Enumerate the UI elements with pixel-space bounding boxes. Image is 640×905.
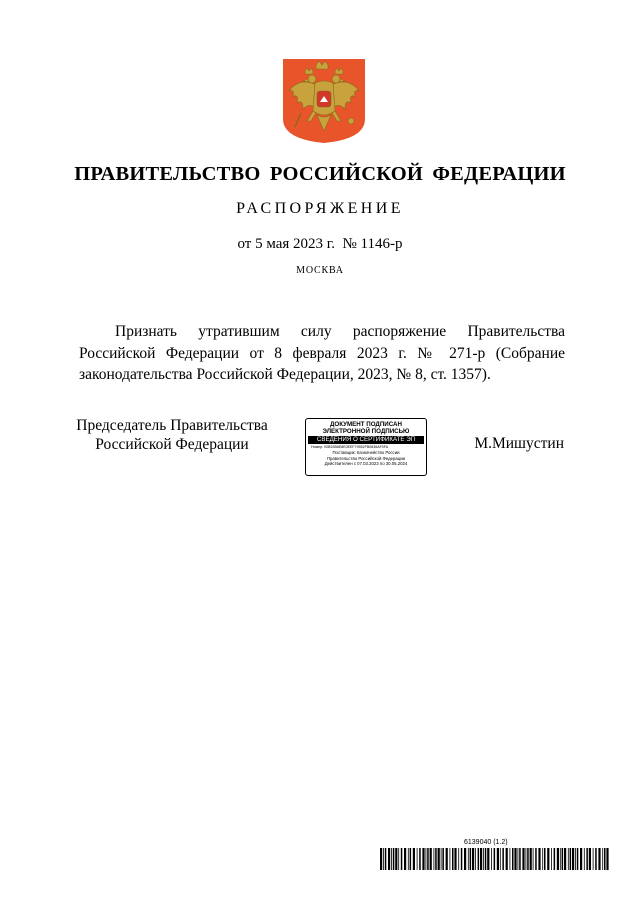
barcode-bar [542,848,543,870]
signatory-position-line1: Председатель Правительства [76,417,268,434]
barcode-bar [426,848,427,870]
barcode-bar [480,848,482,870]
barcode-bar [595,848,597,870]
barcode-bar [441,848,442,870]
barcode-bar [572,848,574,870]
barcode-bar [434,848,435,870]
barcode-bar [575,848,576,870]
barcode-bar [458,848,459,870]
barcode-bar [487,848,489,870]
stamp-line2: ЭЛЕКТРОННОЙ ПОДПИСЬЮ [322,428,410,435]
barcode-bar [404,848,406,870]
barcode-bar [551,848,552,870]
barcode-bar [475,848,476,870]
barcode-bar [544,848,546,870]
barcode-bar [491,848,492,870]
coat-of-arms-emblem [281,57,367,145]
barcode-bar [468,848,469,870]
document-date-number: от 5 мая 2023 г. № 1146-р [237,236,403,252]
barcode-bar [535,848,537,870]
barcode-bar [464,848,466,870]
barcode-bar [502,848,504,870]
stamp-line1: ДОКУМЕНТ ПОДПИСАН [330,421,402,428]
barcode-bar [557,848,559,870]
barcode-bar [589,848,591,870]
barcode-bar [401,848,403,870]
barcode-bar [413,848,415,870]
barcode-bar [530,848,532,870]
barcode-bar [562,848,564,870]
barcode-bar [483,848,484,870]
barcode-bar [422,848,424,870]
barcode-bar [506,848,508,870]
barcode [380,848,610,870]
barcode-bar [417,848,418,870]
barcode-bar [527,848,529,870]
barcode-bar [538,848,540,870]
barcode-bar [526,848,527,870]
stamp-validity: Действителен с 07.03.2023 по 30.05.2024 [324,461,408,467]
barcode-bar [383,848,384,870]
barcode-bar [604,848,606,870]
stamp-cert-header: СВЕДЕНИЯ О СЕРТИФИКАТЕ ЭП [308,436,424,444]
document-city: МОСКВА [296,265,344,276]
barcode-bar [410,848,412,870]
stamp-owner: Правительство Российской Федерации [326,455,406,461]
barcode-bar [395,848,397,870]
barcode-bar [438,848,440,870]
barcode-bar [570,848,572,870]
electronic-signature-stamp [305,418,427,476]
barcode-bar [518,848,519,870]
barcode-bar [393,848,395,870]
barcode-bar [580,848,582,870]
barcode-bar [435,848,437,870]
barcode-bar [593,848,594,870]
barcode-bar [568,848,569,870]
barcode-bar [547,848,549,870]
barcode-bar [461,848,463,870]
barcode-bar [419,848,421,870]
barcode-bar [602,848,603,870]
barcode-bar [497,848,499,870]
stamp-cert-number: Номер: 00B53B8E8E0EEF79552FB0836AF0FA [311,444,389,449]
barcode-bar [452,848,454,870]
barcode-bar [408,848,409,870]
barcode-bar [450,848,451,870]
barcode-bar [442,848,444,870]
barcode-bar [472,848,474,870]
barcode-bar [427,848,429,870]
barcode-bar [500,848,501,870]
barcode-bar [519,848,521,870]
barcode-bar [485,848,487,870]
document-type: РАСПОРЯЖЕНИЕ [236,200,404,217]
barcode-bar [560,848,561,870]
stamp-supplier: Поставщик: Казначейство России [332,450,400,456]
barcode-bar [564,848,566,870]
government-title: ПРАВИТЕЛЬСТВО РОССИЙСКОЙ ФЕДЕРАЦИИ [74,163,566,185]
barcode-bar [446,848,448,870]
barcode-bar [470,848,472,870]
barcode-bar [391,848,392,870]
barcode-bar [533,848,534,870]
barcode-bar [385,848,387,870]
barcode-bar [478,848,480,870]
barcode-bar [577,848,579,870]
barcode-bar [494,848,496,870]
barcode-bar [380,848,382,870]
barcode-bar [598,848,600,870]
barcode-bar [388,848,390,870]
barcode-bar [454,848,456,870]
barcode-bar [522,848,524,870]
signatory-name: М.Мишустин [474,435,564,452]
barcode-bar [398,848,399,870]
document-body-text: Признать утратившим силу распоряжение Правительства Российской Федерации от 8 февраля 2023 г. № 271-р (Собрание законодательства Российской Федерации, 2023, № 8, ст. 1357). [79,323,565,383]
barcode-bar [430,848,432,870]
barcode-bar [606,848,608,870]
barcode-bar [512,848,514,870]
barcode-bar [510,848,511,870]
signatory-position [72,416,272,454]
signatory-position-line2: Российской Федерации [95,436,249,453]
barcode-bar [554,848,556,870]
barcode-bar [586,848,588,870]
barcode-label: 6139040 (1.2) [464,839,508,846]
barcode-bar [584,848,585,870]
barcode-bar [514,848,516,870]
